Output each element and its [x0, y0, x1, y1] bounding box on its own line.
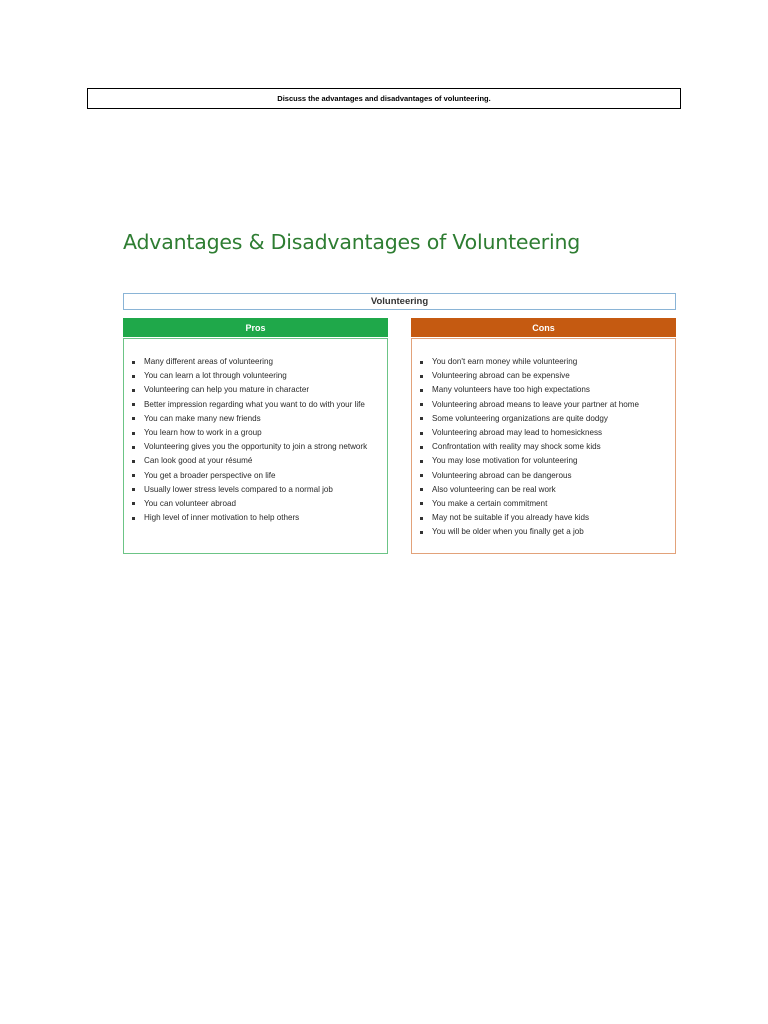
cons-list-item: You may lose motivation for volunteering	[418, 456, 665, 467]
pros-list-item: Can look good at your résumé	[130, 456, 377, 467]
pros-header-label: Pros	[245, 322, 266, 333]
pros-list-item: Usually lower stress levels compared to a normal job	[130, 485, 377, 496]
cons-list-item: Also volunteering can be real work	[418, 485, 665, 496]
cons-header	[411, 318, 676, 337]
cons-header-label: Cons	[532, 322, 555, 333]
cons-list-item: May not be suitable if you already have kids	[418, 513, 665, 524]
pros-list-item: Many different areas of volunteering	[130, 357, 377, 368]
cons-list-item: Volunteering abroad may lead to homesickness	[418, 428, 665, 439]
question-prompt-box	[87, 88, 681, 109]
pros-list-item: You can make many new friends	[130, 414, 377, 425]
pros-list-item: You can learn a lot through volunteering	[130, 371, 377, 382]
question-prompt-text: Discuss the advantages and disadvantages of volunteering.	[277, 94, 491, 103]
pros-list-box	[123, 338, 388, 554]
pros-list-item: High level of inner motivation to help others	[130, 513, 377, 524]
topic-label: Volunteering	[370, 296, 429, 307]
cons-list-item: Some volunteering organizations are quite dodgy	[418, 414, 665, 425]
cons-list-item: You make a certain commitment	[418, 499, 665, 510]
cons-list-item: Volunteering abroad means to leave your partner at home	[418, 400, 665, 411]
cons-list-item: Volunteering abroad can be dangerous	[418, 471, 665, 482]
pros-list-item: You learn how to work in a group	[130, 428, 377, 439]
page-title: Advantages & Disadvantages of Volunteering	[123, 230, 581, 254]
pros-list-item: You can volunteer abroad	[130, 499, 377, 510]
cons-list-item: Many volunteers have too high expectations	[418, 385, 665, 396]
pros-list	[130, 357, 377, 524]
cons-list-item: Confrontation with reality may shock some kids	[418, 442, 665, 453]
cons-list-item: You don't earn money while volunteering	[418, 357, 665, 368]
cons-list-box	[411, 338, 676, 554]
pros-list-item: Volunteering gives you the opportunity to join a strong network	[130, 442, 377, 453]
pros-list-item: Volunteering can help you mature in character	[130, 385, 377, 396]
pros-list-item: You get a broader perspective on life	[130, 471, 377, 482]
cons-list-item: You will be older when you finally get a job	[418, 527, 665, 538]
topic-header	[123, 293, 676, 310]
pros-header	[123, 318, 388, 337]
pros-list-item: Better impression regarding what you want to do with your life	[130, 400, 377, 411]
cons-list-item: Volunteering abroad can be expensive	[418, 371, 665, 382]
cons-list	[418, 357, 665, 538]
